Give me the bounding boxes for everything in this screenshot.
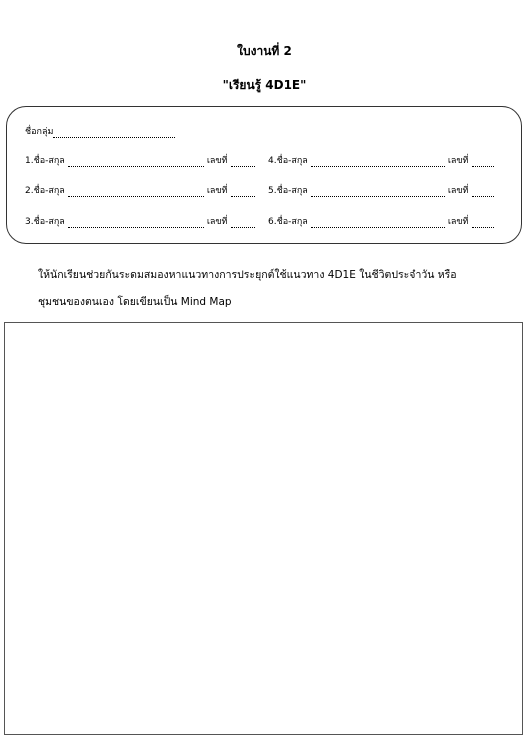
member-number-field[interactable] — [231, 188, 255, 197]
member-name-label: 2.ชื่อ-สกุล — [25, 186, 65, 196]
instruction-line-1: ให้นักเรียนช่วยกันระดมสมองหาแนวทางการประยุกต์ใช้แนวทาง 4D1E ในชีวิตประจำวัน หรือ — [38, 269, 457, 281]
member-name-label: 3.ชื่อ-สกุล — [25, 217, 65, 227]
worksheet-title: ใบงานที่ 2 — [237, 44, 292, 58]
member-name-label: 1.ชื่อ-สกุล — [25, 156, 65, 166]
member-name-field[interactable] — [311, 219, 445, 228]
member-row-1 — [25, 153, 258, 167]
member-row-5 — [268, 183, 497, 197]
member-number-field[interactable] — [472, 188, 494, 197]
member-row-2 — [25, 183, 258, 197]
member-name-label: 5.ชื่อ-สกุล — [268, 186, 308, 196]
member-number-label: เลขที่ — [447, 217, 469, 227]
member-name-field[interactable] — [311, 158, 445, 167]
member-row-6 — [268, 214, 497, 228]
member-name-field[interactable] — [68, 219, 204, 228]
member-number-field[interactable] — [472, 219, 494, 228]
member-row-4 — [268, 153, 497, 167]
member-number-label: เลขที่ — [206, 186, 228, 196]
member-number-field[interactable] — [472, 158, 494, 167]
member-number-label: เลขที่ — [447, 156, 469, 166]
member-number-label: เลขที่ — [206, 156, 228, 166]
member-number-field[interactable] — [231, 158, 255, 167]
member-name-field[interactable] — [311, 188, 445, 197]
instruction-line-2: ชุมชนของตนเอง โดยเขียนเป็น Mind Map — [38, 296, 232, 308]
group-name-field[interactable] — [53, 129, 175, 138]
member-name-field[interactable] — [68, 158, 204, 167]
worksheet-subtitle: "เรียนรู้ 4D1E" — [222, 78, 307, 92]
member-name-label: 4.ชื่อ-สกุล — [268, 156, 308, 166]
member-number-field[interactable] — [231, 219, 255, 228]
member-name-field[interactable] — [68, 188, 204, 197]
student-info-box — [6, 106, 522, 244]
member-row-3 — [25, 214, 258, 228]
member-number-label: เลขที่ — [206, 217, 228, 227]
group-name-line — [25, 124, 175, 138]
group-name-label: ชื่อกลุ่ม — [25, 127, 54, 137]
member-number-label: เลขที่ — [447, 186, 469, 196]
member-name-label: 6.ชื่อ-สกุล — [268, 217, 308, 227]
mind-map-area[interactable] — [4, 322, 523, 735]
